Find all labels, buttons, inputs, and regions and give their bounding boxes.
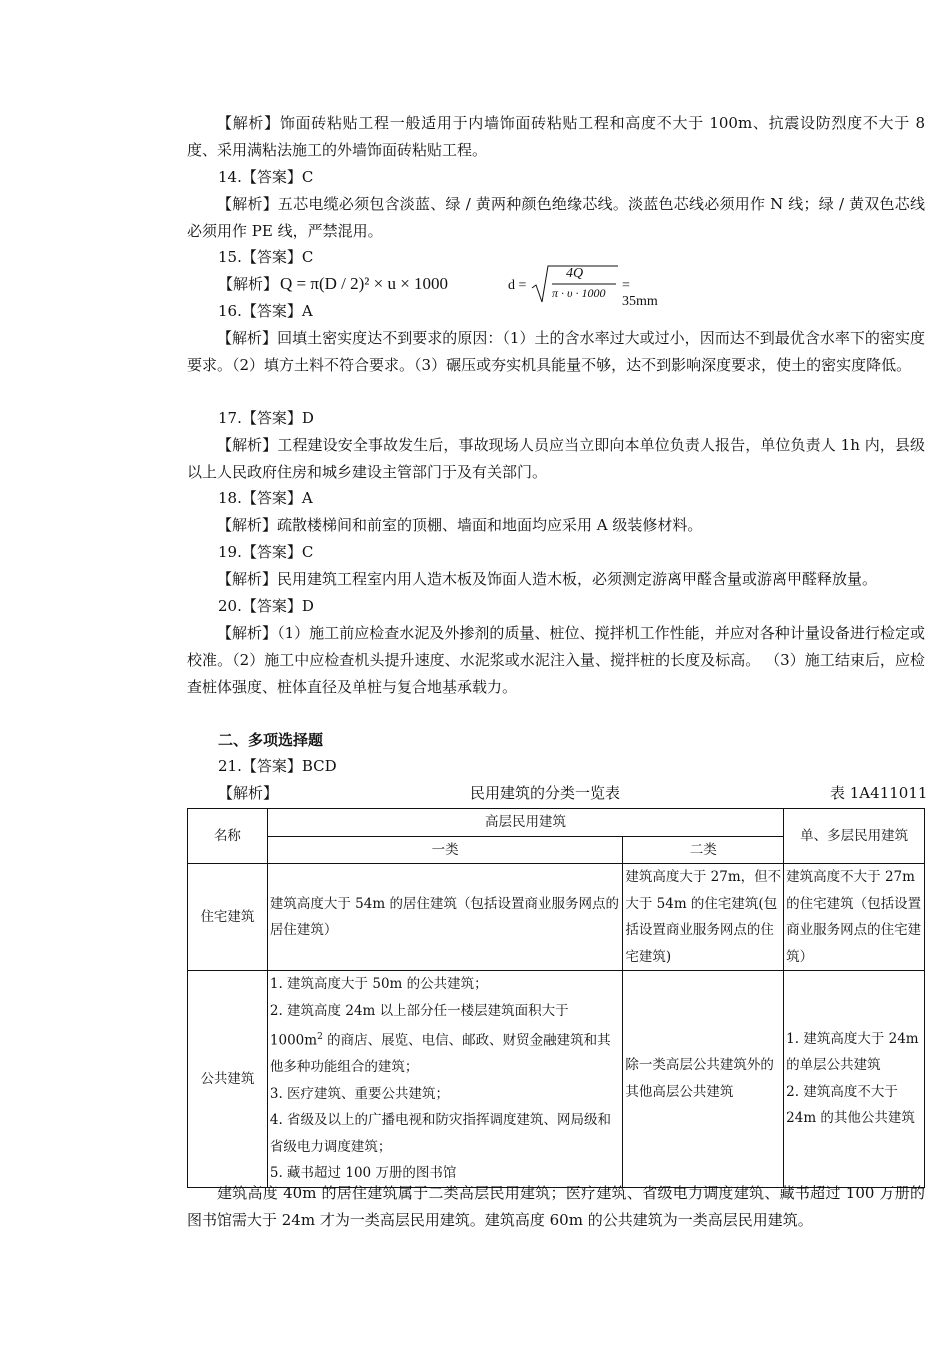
- row-public-class1: [267, 971, 622, 1188]
- explanation-13: 【解析】饰面砖粘贴工程一般适用于内墙饰面砖粘贴工程和高度不大于 100m、抗震设防烈度不大于 8 度、采用满粘法施工的外墙饰面砖粘贴工程。: [187, 114, 925, 159]
- answer-18: 18.【答案】A: [218, 489, 313, 507]
- row-residential-name: 住宅建筑: [188, 864, 268, 971]
- public-class1-item-4: 4. 省级及以上的广播电视和防灾指挥调度建筑、网局级和省级电力调度建筑；: [269, 1112, 612, 1155]
- formula-flow: Q = π(D / 2)² × u × 1000: [280, 274, 449, 293]
- explanation-15-label: 【解析】: [218, 275, 279, 293]
- table-title: 民用建筑的分类一览表: [470, 784, 621, 802]
- public-low-item-1: 1. 建筑高度大于 24m 的单层公共建筑: [786, 1030, 919, 1074]
- public-class1-item-3: 3. 医疗建筑、重要公共建筑；: [269, 1085, 450, 1102]
- header-name: 名称: [188, 809, 268, 864]
- explanation-14: 【解析】五芯电缆必须包含淡蓝、绿 / 黄两种颜色绝缘芯线。淡蓝色芯线必须用作 N 线；绿 / 黄双色芯线必须用作 PE 线，严禁混用。: [187, 195, 925, 240]
- row-residential-class1: 建筑高度大于 54m 的居住建筑（包括设置商业服务网点的居住建筑）: [267, 864, 622, 971]
- formula-d-rhs: = 35mm: [622, 278, 658, 309]
- superscript: 2: [317, 1032, 323, 1042]
- formula-d-numerator: 4Q: [566, 266, 584, 281]
- public-class1-item-2: [270, 998, 620, 1081]
- header-class-1: 一类: [267, 836, 622, 864]
- formula-diameter: [508, 264, 668, 309]
- public-class1-item-5: 5. 藏书超过 100 万册的图书馆: [269, 1165, 457, 1181]
- table-number: 表 1A411011: [830, 784, 928, 802]
- answer-21: 21.【答案】BCD: [218, 757, 337, 775]
- row-public-name: 公共建筑: [188, 971, 268, 1188]
- answer-17: 17.【答案】D: [218, 409, 314, 427]
- table-row: [188, 864, 925, 971]
- answer-15: 15.【答案】C: [218, 248, 314, 266]
- answer-19: 19.【答案】C: [218, 543, 314, 561]
- public-low-item-2: 2. 建筑高度不大于 24m 的其他公共建筑: [786, 1083, 915, 1127]
- explanation-18: 【解析】疏散楼梯间和前室的顶棚、墙面和地面均应采用 A 级装修材料。: [217, 516, 703, 534]
- public-class1-item-2-text: 2. 建筑高度 24m 以上部分任一楼层建筑面积大于 1000m: [269, 1002, 569, 1049]
- public-class1-item-2-rest: 的商店、展览、电信、邮政、财贸金融建筑和其他多种功能组合的建筑；: [269, 1032, 611, 1075]
- row-residential-low: 建筑高度不大于 27m 的住宅建筑（包括设置商业服务网点的住宅建筑）: [784, 864, 925, 971]
- public-class1-item-1: 1. 建筑高度大于 50m 的公共建筑；: [269, 976, 488, 992]
- explanation-20: 【解析】（1）施工前应检查水泥及外掺剂的质量、桩位、搅拌机工作性能，并应对各种计量设备进行检定或校准。（2）施工中应检查机头提升速度、水泥浆或水泥注入量、搅拌桩的长度及标高。 （3）施工结束后，应检查桩体强度、桩体直径及单桩与复合地基承载力。: [187, 624, 925, 696]
- explanation-17: 【解析】工程建设安全事故发生后，事故现场人员应当立即向本单位负责人报告，单位负责人 1h 内，县级以上人民政府住房和城乡建设主管部门于及有关部门。: [187, 436, 925, 481]
- answer-16: 16.【答案】A: [218, 302, 313, 320]
- header-high-rise: 高层民用建筑: [267, 809, 783, 837]
- table-row: [188, 971, 925, 1188]
- explanation-16: 【解析】回填土密实度达不到要求的原因：（1）土的含水率过大或过小，因而达不到最优含水率下的密实度要求。（2）填方土料不符合要求。（3）碾压或夯实机具能量不够，达不到影响深度要求，使土的密实度降低。: [187, 329, 925, 374]
- row-public-class2: 除一类高层公共建筑外的其他高层公共建筑: [623, 971, 784, 1188]
- formula-d-lhs: d =: [508, 278, 527, 293]
- section-heading-multiple-choice: 二、多项选择题: [218, 731, 324, 749]
- answer-14: 14.【答案】C: [218, 168, 314, 186]
- building-classification-table: [187, 808, 925, 1188]
- explanation-19: 【解析】民用建筑工程室内用人造木板及饰面人造木板，必须测定游离甲醛含量或游离甲醛释放量。: [217, 570, 878, 588]
- formula-d-denominator: π · υ · 1000: [552, 286, 606, 300]
- header-low-rise: 单、多层民用建筑: [784, 809, 925, 864]
- conclusion-paragraph: 建筑高度 40m 的居住建筑属于二类高层民用建筑；医疗建筑、省级电力调度建筑、藏书超过 100 万册的图书馆需大于 24m 才为一类高层民用建筑。建筑高度 60m 的公共建筑为一类高层民用建筑。: [187, 1184, 925, 1229]
- row-residential-class2: 建筑高度大于 27m，但不大于 54m 的住宅建筑(包括设置商业服务网点的住宅建筑): [623, 864, 784, 971]
- answer-20: 20.【答案】D: [218, 597, 314, 615]
- row-public-low: [784, 971, 925, 1188]
- header-class-2: 二类: [623, 836, 784, 864]
- explanation-21-label: 【解析】: [218, 784, 279, 802]
